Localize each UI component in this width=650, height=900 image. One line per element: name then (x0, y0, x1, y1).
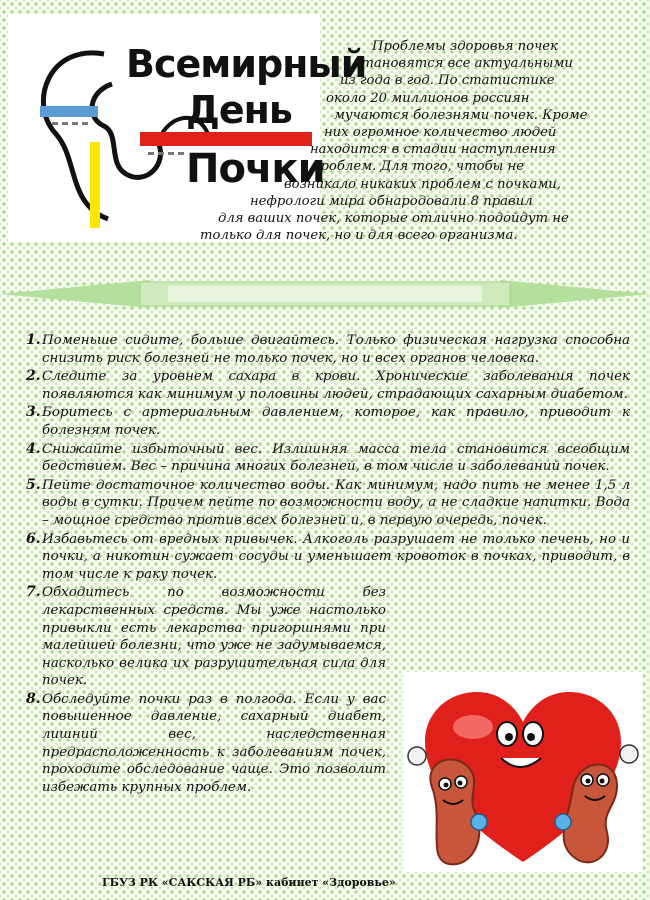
intro-line: проблем. Для того, чтобы не (312, 159, 525, 175)
intro-line: около 20 миллионов россиян (326, 90, 530, 106)
intro-line: мучаются болезнями почек. Кроме (334, 107, 588, 123)
intro-line: становятся все актуальными (354, 56, 573, 72)
logo-word-vsemirny: Всемирный (126, 42, 367, 86)
intro-line: возникало никаких проблем с почками, (284, 176, 561, 192)
rule-text: Поменьше сидите, больше двигайтесь. Только физическая нагрузка способна снизить риск болезней не только почек, но и всех органов человека. (42, 333, 630, 366)
rule-number: 8. (26, 690, 41, 707)
rule-text: Обследуйте почки раз в полгода. Если у вас повышенное давление, сахарный диабет, лишний вес, наследственная предрасположенность к заболеваниям почек, проходите обследование чаще. Это позволит избежать крупных проблем. (42, 691, 386, 795)
heart-kidneys-image (403, 672, 643, 872)
rule-text: Боритесь с артериальным давлением, которое, как правило, приводит к болезням почек. (42, 405, 630, 438)
banner-center-inner (168, 286, 482, 302)
rule-item-1 (26, 332, 630, 367)
rule-item-8 (26, 691, 386, 797)
rule-item-4 (26, 441, 630, 476)
rule-text: Избавьтесь от вредных привычек. Алкоголь разрушает не только печень, но и почки, а никотин сужает сосуды и уменьшает кровоток в почках, приводит, в том числе к раку почек. (42, 531, 630, 582)
rule-item-2 (26, 368, 630, 403)
rule-item-7 (26, 584, 386, 690)
intro-line: нефрологи мира обнародовали 8 правил (250, 193, 533, 209)
heart-highlight (453, 715, 493, 739)
intro-paragraph (200, 38, 620, 244)
rule-number: 7. (26, 584, 41, 601)
yellow-bar (90, 142, 100, 228)
rule-number: 4. (26, 440, 41, 457)
rule-number: 5. (26, 476, 41, 493)
kidney-outline-inner (92, 84, 160, 177)
logo-word-den: День (186, 88, 292, 132)
logo-word-pochki: Почки (186, 146, 325, 192)
rule-text: Следите за уровнем сахара в крови. Хронические заболевания почек появляются как минимум у половины людей, страдающих сахарным диабетом. (42, 369, 630, 402)
rule-text: Пейте достаточное количество воды. Как минимум, надо пить не менее 1,5 л воды в сутки. Причем пейте по возможности воду, а не сладкие напитки. Вода – мощное средство против всех болезней и, в первую очередь, почек. (42, 477, 630, 528)
hand-left (408, 747, 426, 765)
banner-right-wing (500, 280, 650, 308)
intro-line: находится в стадии наступления (310, 142, 556, 158)
badge-right (555, 814, 571, 830)
rule-number: 2. (26, 368, 41, 385)
intro-line: из года в год. По статистике (340, 73, 555, 89)
intro-line: для ваших почек, которые отлично подойдут не (218, 211, 569, 227)
rule-item-3 (26, 404, 630, 439)
footer-caption: ГБУЗ РК «САКСКАЯ РБ» кабинет «Здоровье» (102, 876, 396, 889)
heart-kidneys-illustration (403, 672, 643, 872)
hand-right (620, 745, 638, 763)
rule-item-5 (26, 477, 630, 530)
kidney-left (430, 759, 479, 864)
rule-number: 3. (26, 404, 41, 421)
intro-line: только для почек, но и для всего организма. (200, 228, 518, 244)
rule-text: Снижайте избыточный вес. Излишняя масса тела становится всеобщим бедствием. Вес – причина многих болезней, в том числе и заболеваний почек. (42, 441, 630, 475)
rule-item-6 (26, 531, 630, 584)
badge-left (471, 814, 487, 830)
decorative-banner (0, 274, 650, 314)
intro-line: них огромное количество людей (324, 125, 557, 141)
rule-number: 6. (26, 530, 41, 547)
intro-line: Проблемы здоровья почек (372, 39, 558, 54)
rule-text: Обходитесь по возможности без лекарственных средств. Мы уже настолько привыкли есть лекарства пригоршнями при малейшей болезни, что уже не задумываемся, насколько велика их разрушительная сила для почек. (42, 585, 386, 689)
blue-bar (40, 106, 98, 117)
rule-number: 1. (26, 332, 41, 348)
banner-left-wing (0, 280, 150, 308)
